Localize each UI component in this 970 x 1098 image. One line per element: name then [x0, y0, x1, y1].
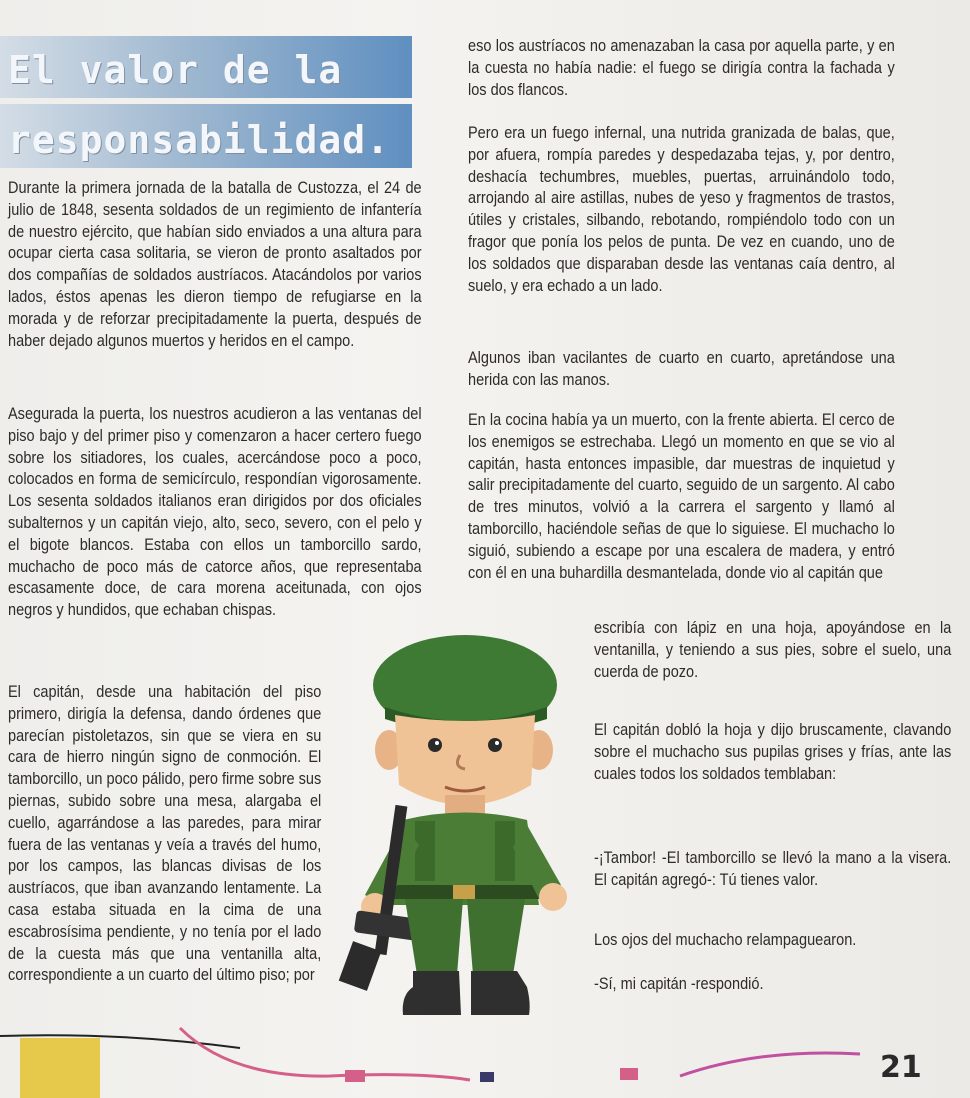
right-paragraph-8: Los ojos del muchacho relampaguearon. [594, 931, 857, 949]
title-line-2: responsabilidad. [8, 118, 391, 162]
left-paragraph-1: Durante la primera jornada de la batalla de Custozza, el 24 de julio de 1848, sesenta soldados de un regimiento de infantería de nuestro ejército, que habían sido enviados a una altura para ocupar cierta casa solitaria, se vieron de pronto asaltados por dos compañías de soldados austríacos. Atacándolos por varios lados, éstos apenas les dieron tiempo de refugiarse en la morada y de reforzar precipitadamente la puerta, después de haber dejado algunos muertos y heridos en el campo. [8, 179, 422, 350]
right-paragraph-3: Algunos iban vacilantes de cuarto en cuarto, apretándose una herida con las manos. [468, 349, 895, 389]
right-paragraph-1: eso los austríacos no amenazaban la casa por aquella parte, y en la cuesta no había nadie: el fuego se dirigía contra la fachada y los dos flancos. [468, 37, 895, 99]
left-paragraph-2: Asegurada la puerta, los nuestros acudieron a las ventanas del piso bajo y del primer piso y comenzaron a hacer certero fuego sobre los sitiadores, los cuales, acercándose poco a poco, colocados en forma de semicírculo, respondían vigorosamente. Los sesenta soldados italianos eran dirigidos por dos oficiales subalternos y un capitán viejo, alto, seco, severo, con el pelo y el bigote blancos. Estaba con ellos un tamborcillo sardo, muchacho de poco más de catorce años, que representaba escasamente doce, de cara morena aceitunada, con ojos negros y hundidos, que echaban chispas. [8, 405, 422, 620]
page-number: 21 [880, 1050, 922, 1085]
right-paragraph-4: En la cocina había ya un muerto, con la frente abierta. El cerco de los enemigos se estrechaba. Llegó un momento en que se vio al capitán, hasta entonces impasible, dar muestras de inquietud y salir precipitadamente del cuarto, seguido de un sargento. Al cabo de tres minutos, volvió a la carrera el sargento y llamó al tamborcillo, haciéndole señas de que lo siguiese. El muchacho lo siguió, subiendo a escape por una escalera de madera, y entró con él en una buhardilla desmantelada, donde vio al capitán que [468, 411, 895, 582]
right-paragraph-9: -Sí, mi capitán -respondió. [594, 975, 764, 993]
right-paragraph-6: El capitán dobló la hoja y dijo bruscamente, clavando sobre el muchacho sus pupilas grises y frías, ante las cuales todos los soldados temblaban: [594, 721, 952, 783]
title-line-1: El valor de la [8, 48, 343, 92]
right-paragraph-2: Pero era un fuego infernal, una nutrida granizada de balas, que, por afuera, rompía paredes y despedazaba tejas, y, por dentro, deshacía techumbres, muebles, puertas, arruinándolo todo, arrojando al aire astillas, nubes de yeso y fragmentos de trastos, útiles y cristales, silbando, rebotando, rompiéndolo todo con un fragor que ponía los pelos de punta. De vez en cuando, uno de los soldados que disparaban desde las ventanas caía dentro, al suelo, y era echado a un lado. [468, 124, 895, 295]
right-paragraph-5: escribía con lápiz en una hoja, apoyándose en la ventanilla, y teniendo a sus pies, sobre el suelo, una cuerda de pozo. [594, 619, 952, 681]
soldier-illustration [325, 615, 605, 1025]
right-paragraph-7: -¡Tambor! -El tamborcillo se llevó la mano a la visera. El capitán agregó-: Tú tienes valor. [594, 849, 952, 889]
left-paragraph-3: El capitán, desde una habitación del piso primero, dirigía la defensa, dando órdenes que parecían pistoletazos, sin que se viera en su cara de hierro ningún signo de conmoción. El tamborcillo, un poco pálido, pero firme sobre sus piernas, subido sobre una mesa, alargaba el cuello, agarrándose a las paredes, para mirar fuera de las ventanas y veía a través del humo, por los campos, las blancas divisas de los austríacos, que iban avanzando lentamente. La casa estaba situada en la cima de una escabrosísima pendiente, y no tenía por el lado de la cuesta más que una ventanilla alta, correspondiente a un cuarto del último piso; por [8, 683, 322, 985]
footer-decoration [0, 1018, 970, 1098]
